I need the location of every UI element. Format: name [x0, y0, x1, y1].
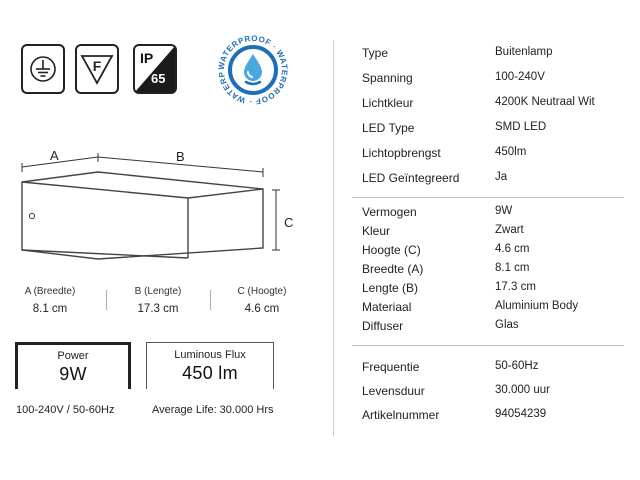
spec-key: Hoogte (C)	[362, 243, 421, 257]
spec-value: Aluminium Body	[495, 300, 579, 312]
spec-value: 4200K Neutraal Wit	[495, 96, 595, 108]
dimension-a-value: 8.1 cm	[32, 303, 68, 315]
waterproof-ring-icon	[215, 32, 291, 108]
spec-value: 30.000 uur	[495, 384, 550, 396]
waterproof-badge	[215, 32, 291, 108]
dimension-c-label: C (Hoogte)	[237, 286, 287, 297]
spec-key: LED Geïntegreerd	[362, 171, 460, 185]
f-mark-letter: F	[92, 58, 102, 74]
spec-value: 8.1 cm	[495, 262, 530, 274]
flux-title: Luminous Flux	[174, 349, 246, 361]
dimension-a	[12, 286, 88, 315]
dimension-a-label: A (Breedte)	[24, 286, 76, 297]
spec-value: Glas	[495, 319, 519, 331]
power-value: 9W	[59, 364, 87, 384]
lamp-outline-icon	[18, 140, 308, 265]
ip65-badge	[133, 44, 177, 94]
dimension-drawing	[18, 140, 308, 265]
ip-rating: 65	[151, 71, 166, 86]
spec-key: Lichtkleur	[362, 96, 414, 110]
power-title: Power	[57, 350, 89, 362]
dimension-b-value: 17.3 cm	[137, 303, 179, 315]
spec-key: Diffuser	[362, 319, 404, 333]
spec-value: 4.6 cm	[495, 243, 530, 255]
spec-key: Lengte (B)	[362, 281, 419, 295]
f-mark-badge	[75, 44, 119, 94]
ip-prefix: IP	[140, 50, 154, 66]
spec-value: 9W	[495, 205, 513, 217]
spec-key: Frequentie	[362, 360, 420, 374]
dimension-b	[120, 286, 196, 315]
spec-value: 94054239	[495, 408, 547, 420]
spec-key: Artikelnummer	[362, 408, 440, 422]
spec-value: 50-60Hz	[495, 360, 539, 372]
spec-value: 100-240V	[495, 71, 545, 83]
spec-value: Ja	[495, 171, 508, 183]
dimension-b-label: B (Lengte)	[134, 286, 182, 297]
spec-value: 450lm	[495, 146, 527, 158]
dimension-letter-a: A	[50, 148, 59, 163]
flux-box	[146, 342, 274, 389]
flux-value: 450 lm	[182, 363, 238, 383]
dimension-divider	[106, 290, 107, 310]
spec-key: Materiaal	[362, 300, 412, 314]
spec-value: 17.3 cm	[495, 281, 536, 293]
dimension-letter-b: B	[176, 149, 185, 164]
dimension-c-value: 4.6 cm	[244, 303, 280, 315]
dimension-letter-c: C	[284, 215, 294, 230]
vertical-divider	[333, 40, 334, 436]
spec-key: Levensduur	[362, 384, 425, 398]
earth-ground-icon	[23, 46, 63, 92]
section-divider	[352, 345, 624, 346]
spec-value: Buitenlamp	[495, 46, 553, 58]
spec-key: Vermogen	[362, 205, 417, 219]
spec-key: Breedte (A)	[362, 262, 424, 276]
section-divider	[352, 197, 624, 198]
dimension-divider	[210, 290, 211, 310]
dimension-c	[224, 286, 300, 315]
voltage-frequency-text: 100-240V / 50-60Hz	[16, 404, 115, 416]
earth-ground-badge	[21, 44, 65, 94]
spec-value: SMD LED	[495, 121, 547, 133]
spec-key: Spanning	[362, 71, 413, 85]
spec-key: LED Type	[362, 121, 415, 135]
spec-key: Lichtopbrengst	[362, 146, 441, 160]
spec-key: Type	[362, 46, 389, 60]
spec-key: Kleur	[362, 224, 391, 238]
spec-value: Zwart	[495, 224, 524, 236]
power-box	[15, 342, 131, 389]
waterproof-ring-text: WATERPROOF · WATERPROOF · WATERP	[216, 33, 290, 107]
average-life-text: Average Life: 30.000 Hrs	[152, 404, 274, 416]
